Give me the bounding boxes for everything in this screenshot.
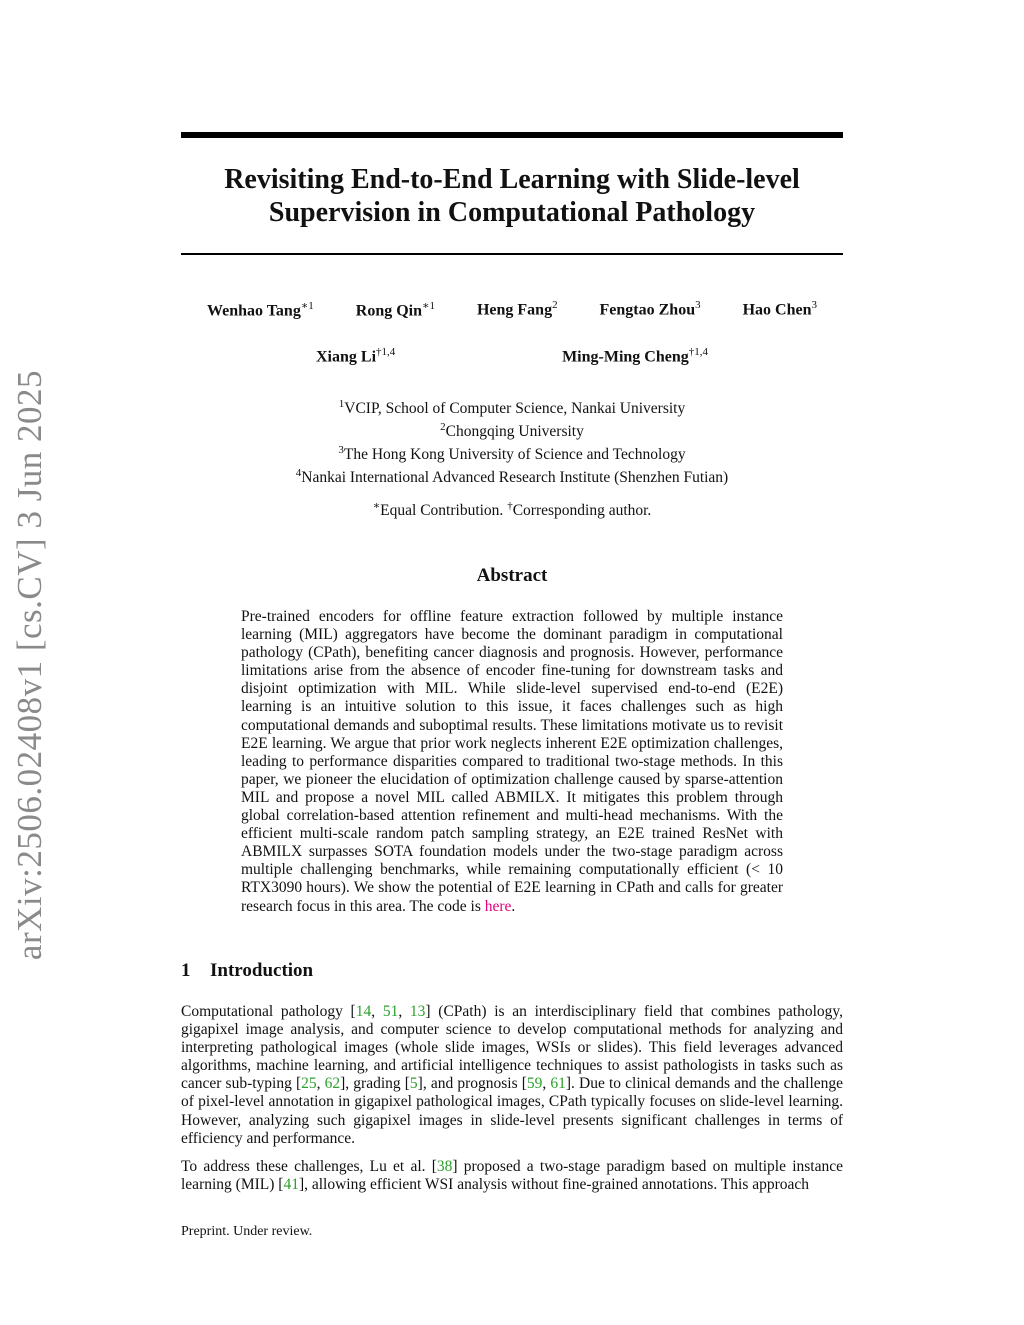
section-title: Introduction — [210, 960, 314, 981]
intro-paragraph-1 — [181, 1003, 843, 1148]
section-number: 1 — [181, 960, 191, 981]
citation-link[interactable]: 61 — [550, 1075, 566, 1093]
affiliation-mark: 3 — [338, 444, 344, 457]
citation-link[interactable]: 13 — [409, 1003, 426, 1020]
title-top-rule — [181, 132, 843, 138]
author-mark: ∗1 — [422, 300, 435, 312]
affiliation-mark: 1 — [338, 398, 345, 410]
affiliation-text: VCIP, School of Computer Science, Nankai University — [344, 400, 686, 418]
corr-text: Corresponding author. — [512, 502, 652, 520]
affiliation-mark: 4 — [295, 467, 302, 480]
para-text: Computational pathology [ — [181, 1003, 356, 1020]
affiliation-mark: 2 — [440, 421, 446, 434]
author-name: Hao Chen — [742, 301, 812, 319]
para-text: ] (CPath) is an interdisciplinary field that combines pathology, gigapixel image analysis, and computer science to develop computational methods for analyzing and interpreting pathological images (whole slide images, WSIs or slides). This field leverages advanced algorithms, machine learning, and artificial intelligence techniques to assist pathologists in tasks such as cancer sub-typing [ — [181, 1003, 843, 1093]
author-mark: †1,4 — [376, 346, 396, 358]
title-line-1: Revisiting End-to-End Learning with Slide-level — [224, 164, 800, 195]
para-text: , — [371, 1003, 383, 1020]
corr-mark: † — [507, 500, 513, 512]
abstract-end: . — [511, 897, 516, 915]
para-text: , — [398, 1003, 410, 1020]
title-line-2: Supervision in Computational Pathology — [268, 197, 756, 228]
author — [562, 346, 708, 366]
citation-link[interactable]: 62 — [324, 1075, 341, 1093]
para-text: ], and prognosis [ — [417, 1075, 527, 1093]
affiliation-text: Chongqing University — [445, 423, 584, 441]
affiliation — [181, 418, 843, 441]
author — [477, 299, 558, 320]
abstract-text: Pre-trained encoders for offline feature extraction followed by multiple instance learning (MIL) aggregators have become the dominant paradigm in computational pathology (CPath), benefiting cancer diagnosis and prognosis. However, performance limitations arise from the absence of encoder fine-tuning for downstream tasks and disjoint optimization with MIL. While slide-level supervised end-to-end (E2E) learning is an intuitive solution to this issue, it faces challenges such as high computational demands and suboptimal results. These limitations motivate us to revisit E2E learning. We argue that prior work neglects inherent E2E optimization challenges, leading to performance disparities compared to traditional two-stage methods. In this paper, we pioneer the elucidation of optimization challenge caused by sparse-attention MIL and propose a novel MIL called ABMILX. It mitigates this problem through global correlation-based attention refinement and multi-head mechanisms. With the efficient multi-scale random patch sampling strategy, an E2E trained ResNet with ABMILX surpasses SOTA foundation models under the two-stage paradigm across multiple challenging benchmarks, while remaining computationally efficient (< 10 RTX3090 hours). We show the potential of E2E learning in CPath and calls for greater research focus in this area. The code is — [241, 608, 783, 915]
footer-note: Preprint. Under review. — [181, 1224, 313, 1239]
para-text: , — [542, 1075, 551, 1093]
author — [207, 299, 314, 320]
author-name: Fengtao Zhou — [599, 301, 696, 319]
citation-link[interactable]: 14 — [355, 1003, 372, 1020]
author-mark: ∗1 — [300, 300, 314, 312]
section-heading — [181, 960, 313, 982]
affiliation-text: Nankai International Advanced Research Institute (Shenzhen Futian) — [301, 469, 729, 487]
equal-text: Equal Contribution. — [380, 502, 508, 520]
citation-link[interactable]: 5 — [409, 1075, 418, 1093]
author — [743, 299, 817, 320]
abstract-body — [241, 608, 783, 916]
para-text: To address these challenges, Lu et al. [ — [181, 1158, 437, 1175]
affiliations — [181, 395, 843, 488]
affiliation — [181, 395, 843, 418]
author-name: Heng Fang — [476, 301, 553, 319]
author-mark: 3 — [695, 299, 701, 311]
author-mark: †1,4 — [688, 346, 708, 358]
para-text: ] proposed a two-stage paradigm based on multiple instance learning (MIL) [ — [181, 1158, 843, 1194]
citation-link[interactable]: 38 — [436, 1158, 453, 1175]
author-name: Ming-Ming Cheng — [562, 348, 689, 366]
arxiv-stamp-text: arXiv:2506.02408v1 [cs.CV] 3 Jun 2025 — [10, 369, 49, 961]
arxiv-stamp — [10, 369, 49, 961]
affiliation-text: The Hong Kong University of Science and Technology — [343, 446, 686, 464]
author-mark: 3 — [811, 299, 817, 311]
title-bottom-rule — [181, 253, 843, 255]
author — [316, 346, 395, 366]
intro-paragraph-2 — [181, 1158, 843, 1194]
author — [600, 299, 701, 320]
code-link[interactable]: here — [484, 897, 512, 915]
affiliation — [181, 441, 843, 464]
author-name: Wenhao Tang — [207, 302, 301, 320]
para-text: ]. Due to clinical demands and the challenge of pixel-level annotation in gigapixel pathological images, CPath typically focuses on slide-level learning. However, analyzing such gigapixel images in slide-level presents significant challenges in terms of efficiency and performance. — [181, 1075, 844, 1147]
author-mark: 2 — [552, 299, 558, 311]
citation-link[interactable]: 25 — [301, 1075, 317, 1093]
authors-row-1 — [181, 299, 843, 320]
authors-row-2 — [316, 346, 708, 366]
citation-link[interactable]: 59 — [526, 1075, 543, 1093]
para-text: ], grading [ — [340, 1075, 410, 1093]
paper-title — [181, 163, 843, 229]
citation-link[interactable]: 51 — [382, 1003, 399, 1020]
para-text: ], allowing efficient WSI analysis without fine-grained annotations. This approach — [298, 1176, 810, 1194]
citation-link[interactable]: 41 — [283, 1176, 299, 1194]
equal-mark: ∗ — [372, 500, 381, 512]
contribution-note — [181, 499, 843, 520]
para-text: , — [316, 1075, 325, 1093]
author-name: Xiang Li — [316, 348, 377, 366]
author — [356, 299, 435, 320]
affiliation — [181, 464, 843, 487]
abstract-heading: Abstract — [476, 565, 548, 586]
author-name: Rong Qin — [355, 302, 423, 320]
